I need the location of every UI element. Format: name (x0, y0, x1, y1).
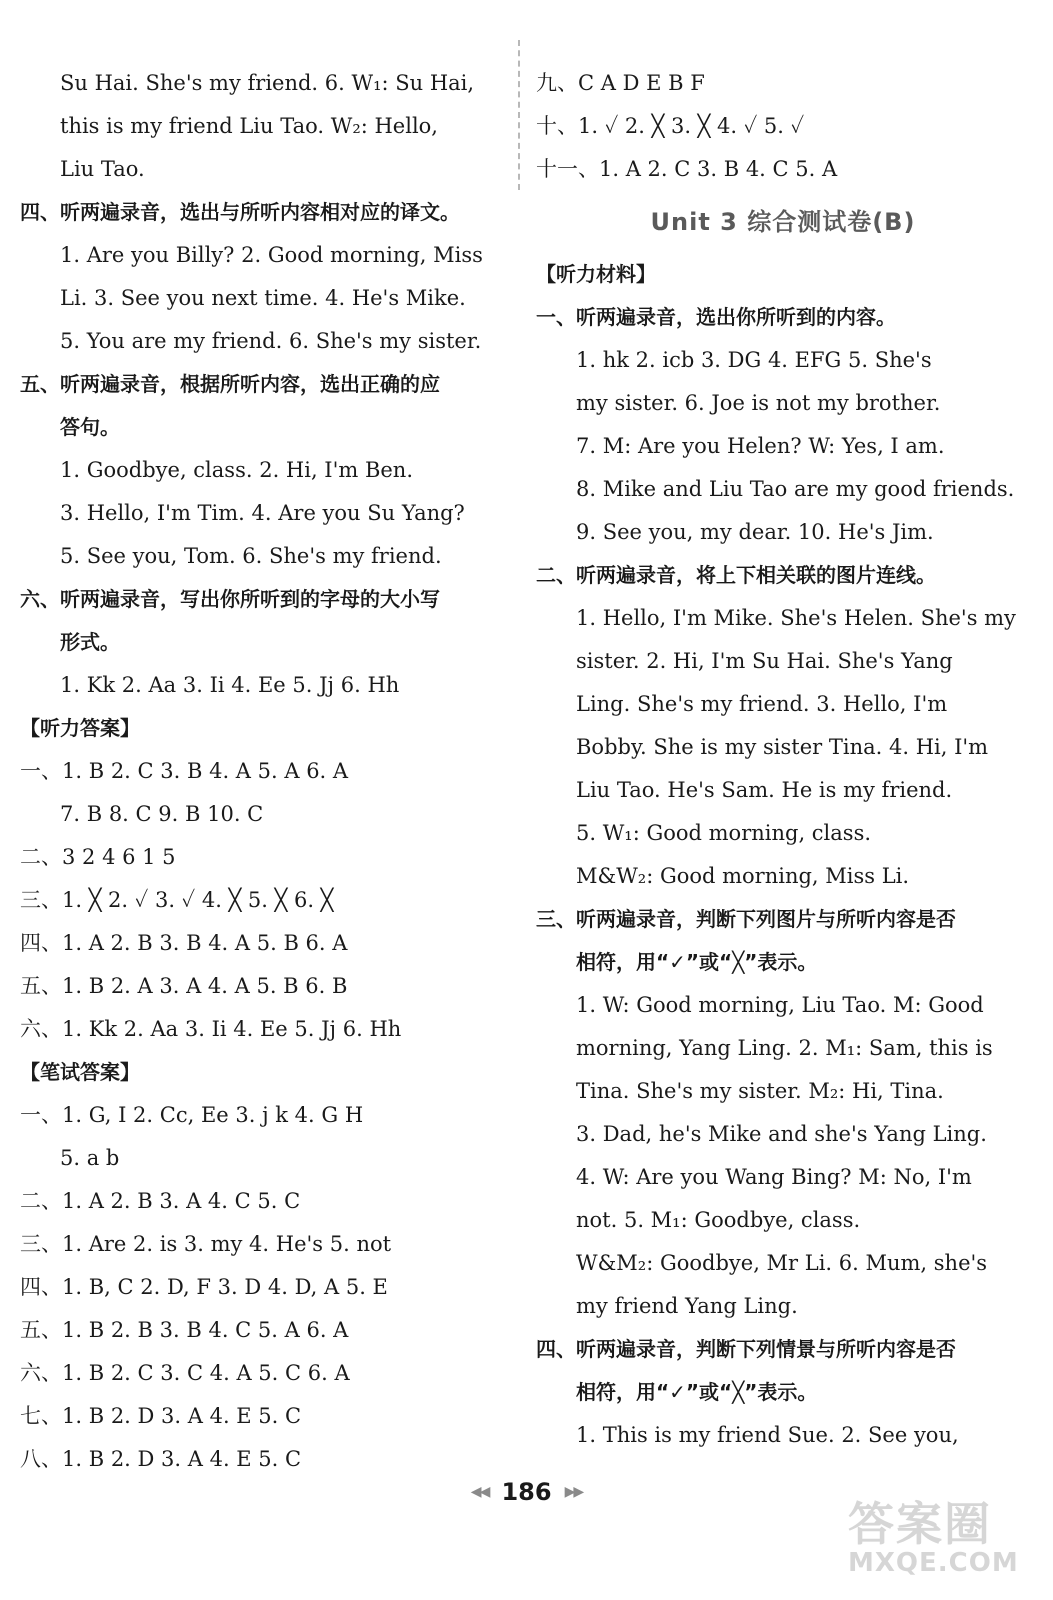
text-line: 1. hk 2. icb 3. DG 4. EFG 5. She's (576, 348, 932, 372)
text-line: 三、1. Are 2. is 3. my 4. He's 5. not (20, 1232, 392, 1256)
text-line: 9. See you, my dear. 10. He's Jim. (576, 520, 934, 544)
text-line: 六、1. Kk 2. Aa 3. Ii 4. Ee 5. Jj 6. Hh (20, 1017, 402, 1041)
text-line: morning, Yang Ling. 2. M₁: Sam, this is (576, 1036, 993, 1060)
right-column (536, 62, 1030, 1457)
text-line: Bobby. She is my sister Tina. 4. Hi, I'm (576, 735, 989, 759)
text-line: Su Hai. She's my friend. 6. W₁: Su Hai, (60, 71, 475, 95)
text-line: 5. You are my friend. 6. She's my sister. (60, 329, 482, 353)
section-title: Unit 3 综合测试卷(B) (650, 208, 916, 236)
left-column (20, 62, 502, 1481)
text-line: 7. M: Are you Helen? W: Yes, I am. (576, 434, 945, 458)
text-line: 5. W₁: Good morning, class. (576, 821, 872, 845)
text-line: 1. Kk 2. Aa 3. Ii 4. Ee 5. Jj 6. Hh (60, 673, 400, 697)
text-line: 3. Hello, I'm Tim. 4. Are you Su Yang? (60, 501, 465, 525)
page-number: 186 (501, 1478, 552, 1506)
text-line: 7. B 8. C 9. B 10. C (60, 802, 264, 826)
text-line: 5. a b (60, 1146, 120, 1170)
text-line: this is my friend Liu Tao. W₂: Hello, (60, 114, 438, 138)
section-heading: 四、听两遍录音，选出与所听内容相对应的译文。 (20, 200, 460, 224)
section-heading: 五、听两遍录音，根据所听内容，选出正确的应 (20, 372, 440, 396)
watermark-text: 答案圈 (848, 1497, 992, 1551)
text-line: Tina. She's my sister. M₂: Hi, Tina. (576, 1079, 944, 1103)
text-line: 十、1. ✓ 2. ╳ 3. ╳ 4. ✓ 5. ✓ (536, 114, 805, 138)
section-heading: 相符，用“✓”或“╳”表示。 (576, 1380, 818, 1404)
text-line: Li. 3. See you next time. 4. He's Mike. (60, 286, 466, 310)
text-line: 3. Dad, he's Mike and she's Yang Ling. (576, 1122, 987, 1146)
text-line: 三、1. ╳ 2. ✓ 3. ✓ 4. ╳ 5. ╳ 6. ╳ (20, 888, 334, 912)
text-line: 4. W: Are you Wang Bing? M: No, I'm (576, 1165, 972, 1189)
text-line: 四、1. B, C 2. D, F 3. D 4. D, A 5. E (20, 1275, 388, 1299)
watermark-url: MXQE.COM (848, 1548, 1019, 1578)
section-heading: 相符，用“✓”或“╳”表示。 (576, 950, 818, 974)
text-line: 一、1. G, I 2. Cc, Ee 3. j k 4. G H (20, 1103, 364, 1127)
section-heading: 【听力答案】 (20, 716, 140, 740)
text-line: M&W₂: Good morning, Miss Li. (576, 864, 910, 888)
watermark-logo (848, 1488, 1038, 1592)
text-line: my friend Yang Ling. (576, 1294, 798, 1318)
text-line: 二、3 2 4 6 1 5 (20, 845, 176, 869)
text-line: Ling. She's my friend. 3. Hello, I'm (576, 692, 948, 716)
section-heading: 一、听两遍录音，选出你所听到的内容。 (536, 305, 896, 329)
text-line: Liu Tao. (60, 157, 145, 181)
section-heading: 答句。 (60, 415, 120, 439)
section-heading: 六、听两遍录音，写出你所听到的字母的大小写 (20, 587, 440, 611)
text-line: 五、1. B 2. B 3. B 4. C 5. A 6. A (20, 1318, 349, 1342)
section-heading: 形式。 (60, 630, 120, 654)
text-line: Liu Tao. He's Sam. He is my friend. (576, 778, 953, 802)
text-line: 四、1. A 2. B 3. B 4. A 5. B 6. A (20, 931, 348, 955)
text-line: 5. See you, Tom. 6. She's my friend. (60, 544, 442, 568)
section-heading: 【笔试答案】 (20, 1060, 140, 1084)
text-line: 1. W: Good morning, Liu Tao. M: Good (576, 993, 984, 1017)
text-line: 五、1. B 2. A 3. A 4. A 5. B 6. B (20, 974, 348, 998)
text-line: my sister. 6. Joe is not my brother. (576, 391, 941, 415)
text-line: 一、1. B 2. C 3. B 4. A 5. A 6. A (20, 759, 349, 783)
text-line: sister. 2. Hi, I'm Su Hai. She's Yang (576, 649, 953, 673)
text-line: 1. Are you Billy? 2. Good morning, Miss (60, 243, 483, 267)
text-line: 七、1. B 2. D 3. A 4. E 5. C (20, 1404, 302, 1428)
text-line: 八、1. B 2. D 3. A 4. E 5. C (20, 1447, 302, 1471)
prev-arrows-icon: ◀◀ (470, 1484, 489, 1500)
text-line: 六、1. B 2. C 3. C 4. A 5. C 6. A (20, 1361, 350, 1385)
text-line: 8. Mike and Liu Tao are my good friends. (576, 477, 1015, 501)
text-line: W&M₂: Goodbye, Mr Li. 6. Mum, she's (576, 1251, 988, 1275)
section-heading: 【听力材料】 (536, 262, 656, 286)
text-line: 1. Hello, I'm Mike. She's Helen. She's my (576, 606, 1016, 630)
section-heading: 三、听两遍录音，判断下列图片与所听内容是否 (536, 907, 956, 931)
text-line: 1. Goodbye, class. 2. Hi, I'm Ben. (60, 458, 414, 482)
text-line: 十一、1. A 2. C 3. B 4. C 5. A (536, 157, 838, 181)
next-arrows-icon: ▶▶ (564, 1484, 583, 1500)
text-line: 九、C A D E B F (536, 71, 705, 95)
text-line: 1. This is my friend Sue. 2. See you, (576, 1423, 959, 1447)
text-line: 二、1. A 2. B 3. A 4. C 5. C (20, 1189, 301, 1213)
section-heading: 二、听两遍录音，将上下相关联的图片连线。 (536, 563, 936, 587)
section-heading: 四、听两遍录音，判断下列情景与所听内容是否 (536, 1337, 956, 1361)
text-line: not. 5. M₁: Goodbye, class. (576, 1208, 861, 1232)
column-divider (518, 40, 520, 190)
